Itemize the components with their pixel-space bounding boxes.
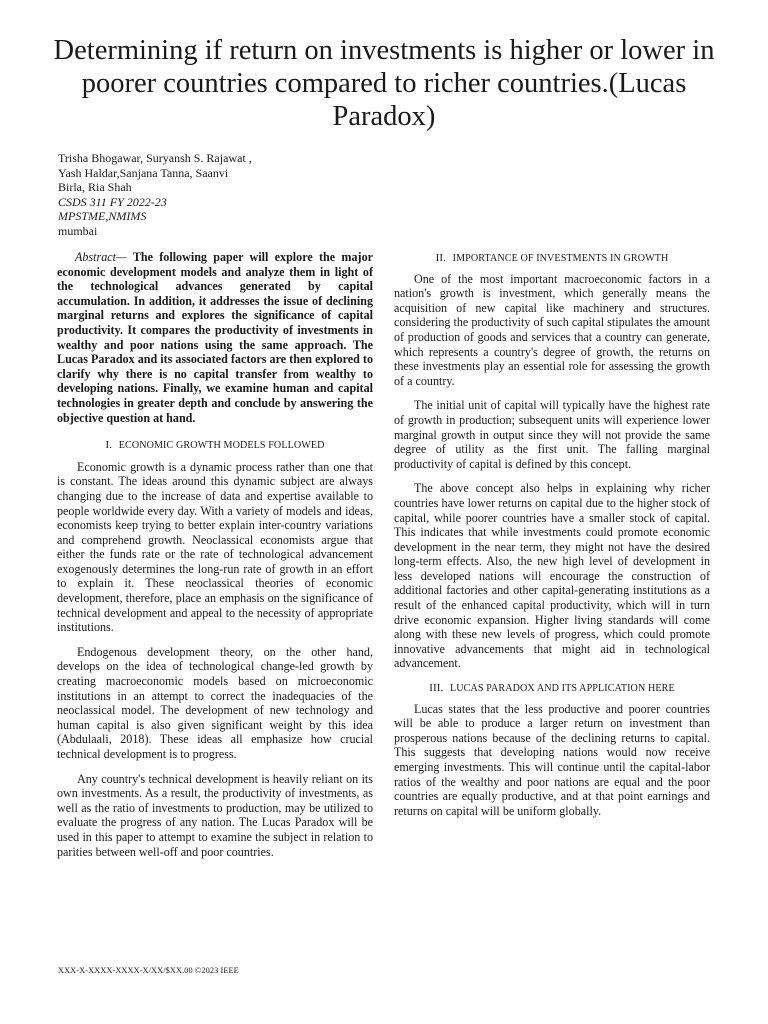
paper-title: Determining if return on investments is higher or lower in poorer countries compared to richer countries.(Lucas Paradox): [53, 35, 715, 132]
section-2-paragraph: The initial unit of capital will typically have the highest rate of growth in production; subsequent units will experience lower marginal growth in output since they will not provide the same degree of utility as the first unit. The falling marginal productivity of capital is defined by this concept.: [394, 398, 710, 471]
section-3-title: LUCAS PARADOX AND ITS APPLICATION HERE: [450, 683, 675, 695]
author-names-line-3: Birla, Ria Shah: [58, 180, 132, 195]
section-1-number: I.: [105, 439, 113, 452]
section-1-paragraph: Economic growth is a dynamic process rather than one that is constant. The ideas around this dynamic subject are always changing due to the increase of data and expertise available to people worldwide every day. With a variety of models and ideas, economists keep trying to better explain inter-country variations and comprehend growth. Neoclassical economists argue that either the funds rate or the rate of technological advancement exogenously determines the long-run rate of growth in an effort to explain it. These neoclassical theories of economic development, therefore, place an emphasis on the significance of technical development and appeal to the necessity of appropriate institutions.: [57, 459, 373, 635]
section-2-paragraph: One of the most important macroeconomic factors in a nation's growth is investment, which generally means the acquisition of new capital like machinery and structures. considering the productivity of such capital stipulates the amount of production of goods and services that a country can generate, which represents a country's degree of growth, the returns on these investments play an essential role for assessing the growth of a country.: [394, 271, 710, 388]
author-names-line-1: Trisha Bhogawar, Suryansh S. Rajawat ,: [58, 151, 252, 165]
section-1-paragraph: Any country's technical development is heavily reliant on its own investments. As a result, the productivity of investments, as well as the ratio of investments to production, may be utilized to evaluate the progress of any nation. The Lucas Paradox will be used in this paper to attempt to examine the subject in relation to parities between well-off and poor countries.: [57, 771, 373, 859]
abstract-text: The following paper will explore the major economic development models and analyze them in light of the technological advances generated by capital accumulation. In addition, it addresses the issue of declining marginal returns and explores the significance of capital productivity. It compares the productivity of investments in wealthy and poor nations using the same approach. The Lucas Paradox and its associated factors are then explored to clarify why there is no capital transfer from wealthy to developing nations. Finally, we examine human and capital technologies in greater depth and conclude by answering the objective question at hand.: [57, 250, 373, 425]
abstract-lead: Abstract—: [75, 250, 127, 264]
author-names-line-2: Yash Haldar,Sanjana Tanna, Saanvi: [58, 165, 229, 180]
section-2-paragraph: The above concept also helps in explaining why richer countries have lower returns on capital due to the higher stock of capital, while poorer countries have a smaller stock of capital. This indicates that while investments could promote economic development in the near term, they might not have the desired long-term effects. Also, the new high level of development in less developed nations will encourage the construction of additional factories and other capital-generating institutions as a result of the enhanced capital productivity, which will in turn drive economic expansion. Higher living standards will come along with these new levels of progress, which could promote innovative advancements that might aid in technological advancement.: [394, 481, 710, 671]
section-3-number: III.: [429, 682, 444, 695]
city: mumbai: [58, 223, 98, 238]
author-block: [58, 151, 298, 239]
section-2-number: II.: [435, 252, 447, 264]
course-code: CSDS 311 FY 2022-23: [58, 194, 167, 209]
section-3-paragraph: Lucas states that the less productive and poorer countries will be able to produce a larger return on investment than prosperous nations because of the declining returns to capital. This suggests that developing nations would now receive emerging investments. This will continue until the capital-labor ratios of the wealthy and poor nations are equal and the poor countries are equally productive, and at that point earnings and returns on capital will be uniform globally.: [394, 701, 710, 818]
section-3-heading: [394, 681, 710, 697]
left-column: [57, 250, 373, 869]
institution: MPSTME,NMIMS: [58, 209, 147, 224]
section-1-title: ECONOMIC GROWTH MODELS FOLLOWED: [118, 440, 325, 452]
abstract: [57, 250, 373, 425]
section-2-title: IMPORTANCE OF INVESTMENTS IN GROWTH: [452, 253, 669, 264]
copyright-footer: XXX-X-XXXX-XXXX-X/XX/$XX.00 ©2023 IEEE: [58, 966, 239, 975]
section-1-paragraph: Endogenous development theory, on the other hand, develops on the idea of technological change-led growth by creating macroeconomic models based on microeconomic institutions in an attempt to correct the inadequacies of the neoclassical model. The development of new technology and human capital is also given significant weight by this idea (Abdulaali, 2018). These ideas all emphasize how crucial technical development is to progress.: [57, 644, 373, 761]
right-column: [394, 251, 710, 828]
section-2-heading: [394, 251, 710, 267]
section-1-heading: [57, 438, 373, 454]
